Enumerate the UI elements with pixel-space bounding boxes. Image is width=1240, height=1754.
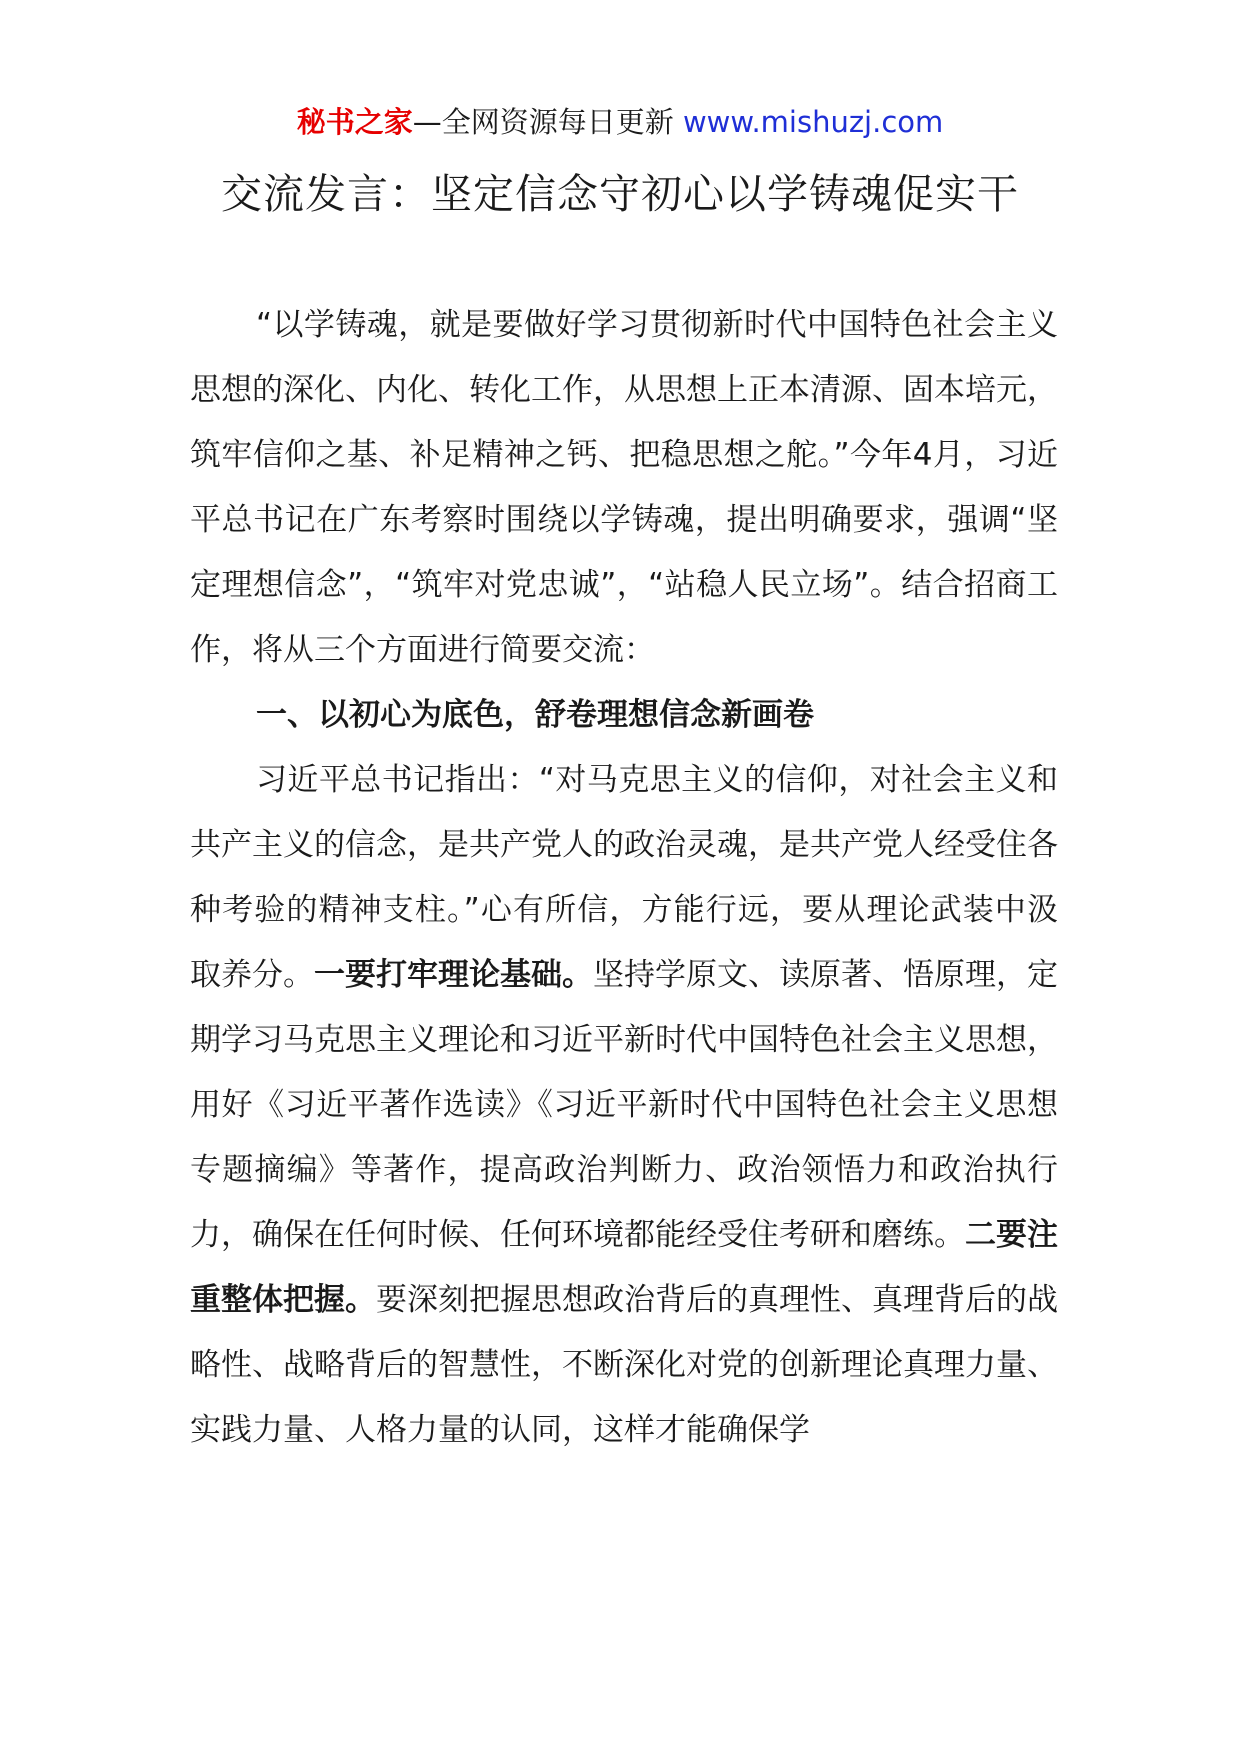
paragraph-text: 要深刻把握思想政治背后的真理性、真理背后的战略性、战略背后的智慧性，不断深化对党的创新理论真理力量、实践力量、人格力量的认同，这样才能确保学 bbox=[190, 1282, 1058, 1448]
document-body bbox=[190, 293, 1058, 1463]
paragraph-text: 坚持学原文、读原著、悟原理，定期学习马克思主义理论和习近平新时代中国特色社会主义思想，用好《习近平著作选读》《习近平新时代中国特色社会主义思想专题摘编》等著作，提高政治判断力、政治领悟力和政治执行力，确保在任何时候、任何环境都能经受住考研和磨练。 bbox=[190, 957, 1058, 1253]
intro-paragraph: “以学铸魂，就是要做好学习贯彻新时代中国特色社会主义思想的深化、内化、转化工作，从思想上正本清源、固本培元，筑牢信仰之基、补足精神之钙、把稳思想之舵。”今年4月，习近平总书记在广东考察时围绕以学铸魂，提出明确要求，强调“坚定理想信念”，“筑牢对党忠诚”，“站稳人民立场”。结合招商工作，将从三个方面进行简要交流： bbox=[190, 307, 1058, 668]
paragraph-text: 习近平总书记指出：“对马克思主义的信仰，对社会主义和共产主义的信念，是共产党人的政治灵魂，是共产党人经受住各种考验的精神支柱。”心有所信，方能行远，要从理论武装中汲取养分。 bbox=[190, 762, 1058, 993]
bold-point-2: 二要注重整体把握。 bbox=[190, 1217, 1058, 1318]
site-url-link[interactable]: www.mishuzj.com bbox=[682, 105, 944, 139]
site-header bbox=[0, 102, 1240, 142]
bold-point-1: 一要打牢理论基础。 bbox=[314, 957, 593, 993]
site-name: 秘书之家 bbox=[296, 105, 413, 139]
site-slogan: —全网资源每日更新 bbox=[412, 105, 683, 139]
section-1-paragraph bbox=[190, 748, 1058, 1463]
section-heading-1: 一、以初心为底色，舒卷理想信念新画卷 bbox=[256, 697, 814, 733]
document-title: 交流发言：坚定信念守初心以学铸魂促实干 bbox=[221, 170, 1019, 218]
